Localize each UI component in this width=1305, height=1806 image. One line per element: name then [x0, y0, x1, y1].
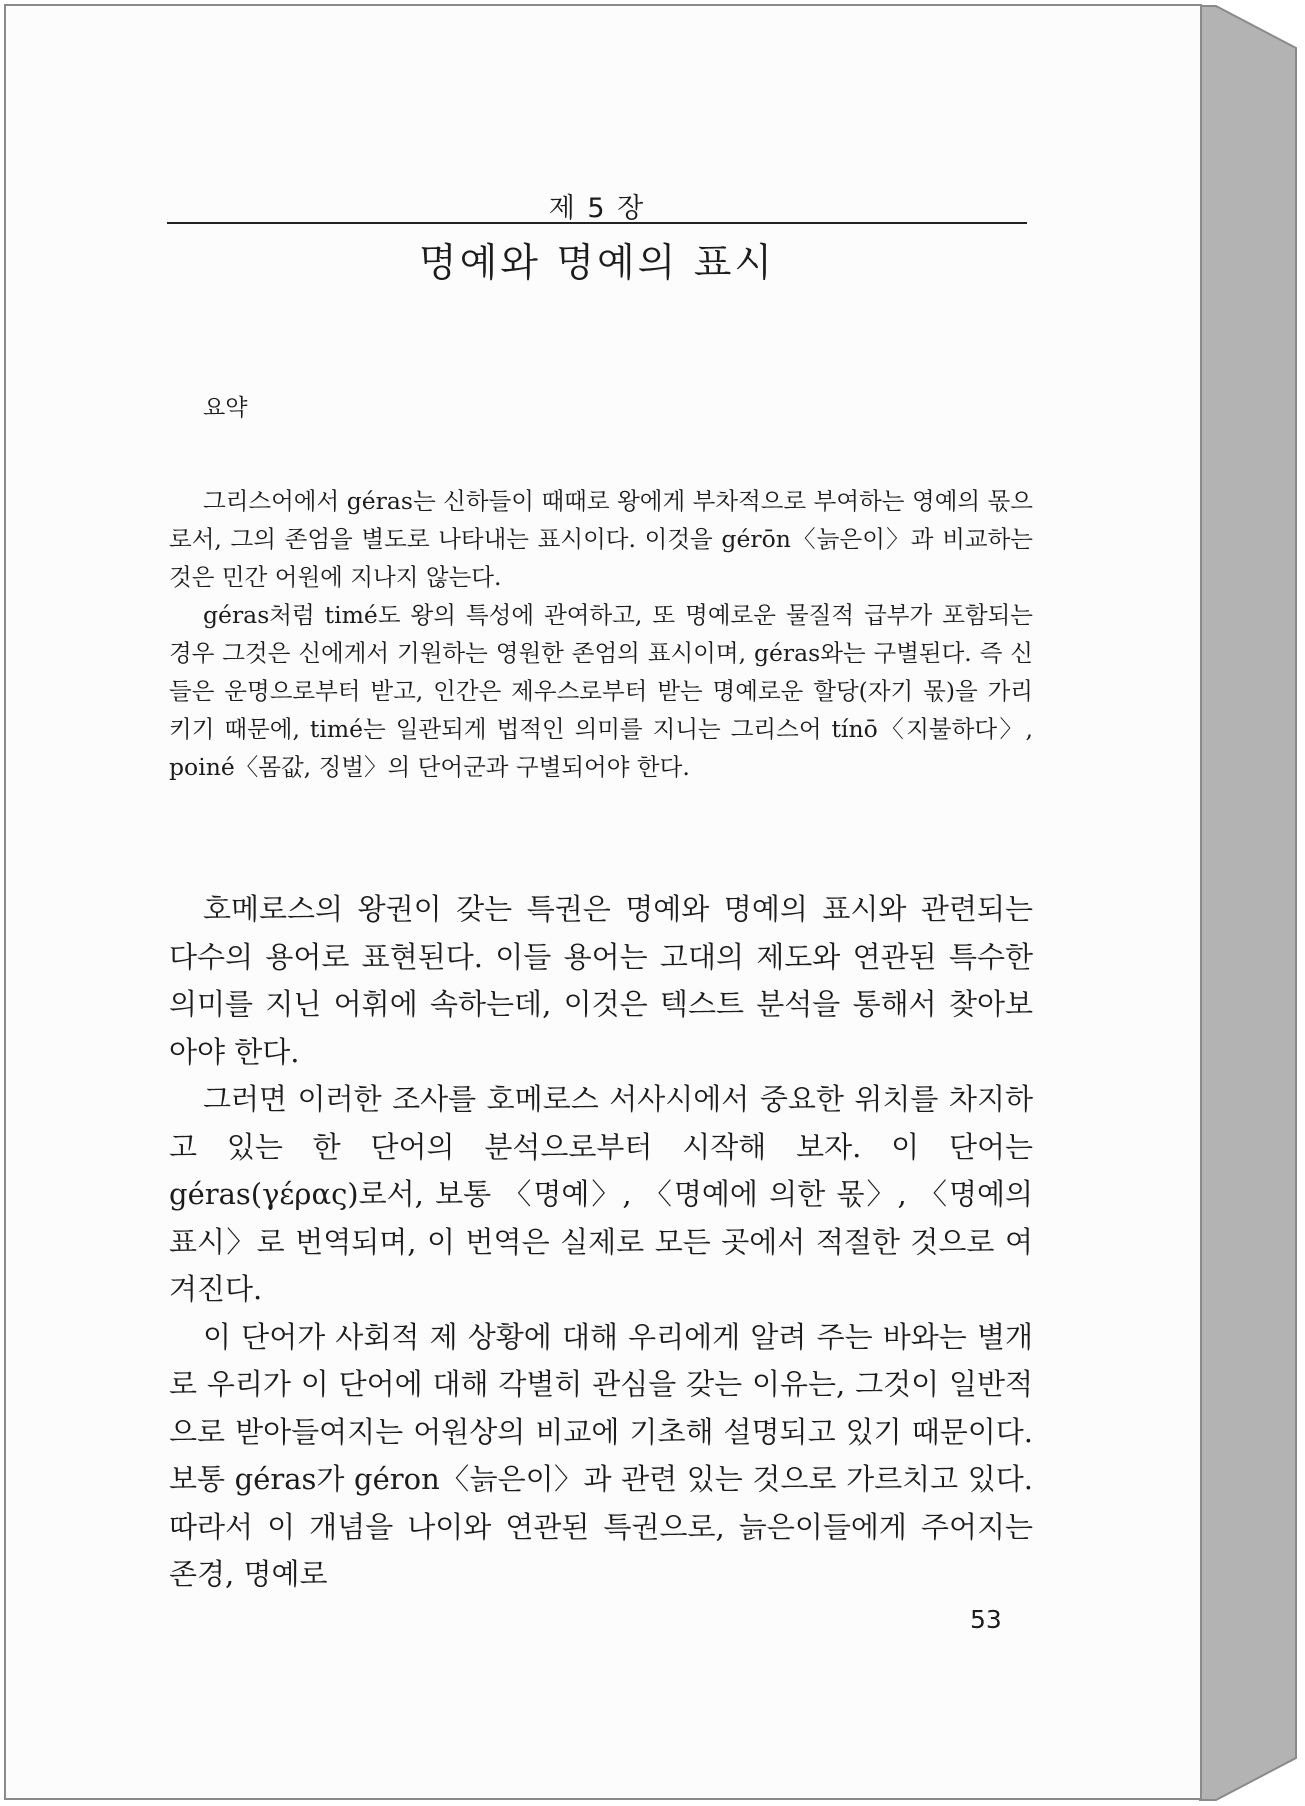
chapter-title: 명예와 명예의 표시	[418, 241, 776, 286]
body-paragraph: 이 단어가 사회적 제 상황에 대해 우리에게 알려 주는 바와는 별개로 우리가 이 단어에 대해 각별히 관심을 갖는 이유는, 그것이 일반적으로 받아들여지는 어원상의 비교에 기초해 설명되고 있기 때문이다. 보통 géras가 géron〈늙은이〉과 관련 있는 것으로 가르치고 있다. 따라서 이 개념을 나이와 연관된 특권으로, 늙은이들에게 주어지는 존경, 명예로	[169, 1319, 1033, 1591]
chapter-label: 제 5 장	[548, 193, 646, 224]
chapter-rule	[167, 222, 1027, 224]
summary-section	[169, 482, 1033, 786]
page-number: 53	[970, 1605, 1002, 1634]
summary-paragraph: géras처럼 timé도 왕의 특성에 관여하고, 또 명예로운 물질적 급부가 포함되는 경우 그것은 신에게서 기원하는 영원한 존엄의 표시이며, géras와는 구별된다. 즉 신들은 운명으로부터 받고, 인간은 제우스로부터 받는 명예로운 할당(자기 몫)을 가리키기 때문에, timé는 일관되게 법적인 의미를 지니는 그리스어 tínō〈지불하다〉, poiné〈몸값, 징벌〉의 단어군과 구별되어야 한다.	[169, 601, 1033, 781]
body-text	[169, 886, 1033, 1599]
body-paragraph: 호메로스의 왕권이 갖는 특권은 명예와 명예의 표시와 관련되는 다수의 용어로 표현된다. 이들 용어는 고대의 제도와 연관된 특수한 의미를 지닌 어휘에 속하는데, 이것은 텍스트 분석을 통해서 찾아보아야 한다.	[169, 892, 1033, 1069]
body-paragraph: 그러면 이러한 조사를 호메로스 서사시에서 중요한 위치를 차지하고 있는 한 단어의 분석으로부터 시작해 보자. 이 단어는 géras(γέρας)로서, 보통 〈명예〉, 〈명예에 의한 몫〉, 〈명예의 표시〉로 번역되며, 이 번역은 실제로 모든 곳에서 적절한 것으로 여겨진다.	[169, 1082, 1033, 1306]
summary-paragraph: 그리스어에서 géras는 신하들이 때때로 왕에게 부차적으로 부여하는 영예의 몫으로서, 그의 존엄을 별도로 나타내는 표시이다. 이것을 gérōn〈늙은이〉과 비교하는 것은 민간 어원에 지나지 않는다.	[169, 487, 1033, 591]
summary-heading: 요약	[203, 395, 248, 421]
